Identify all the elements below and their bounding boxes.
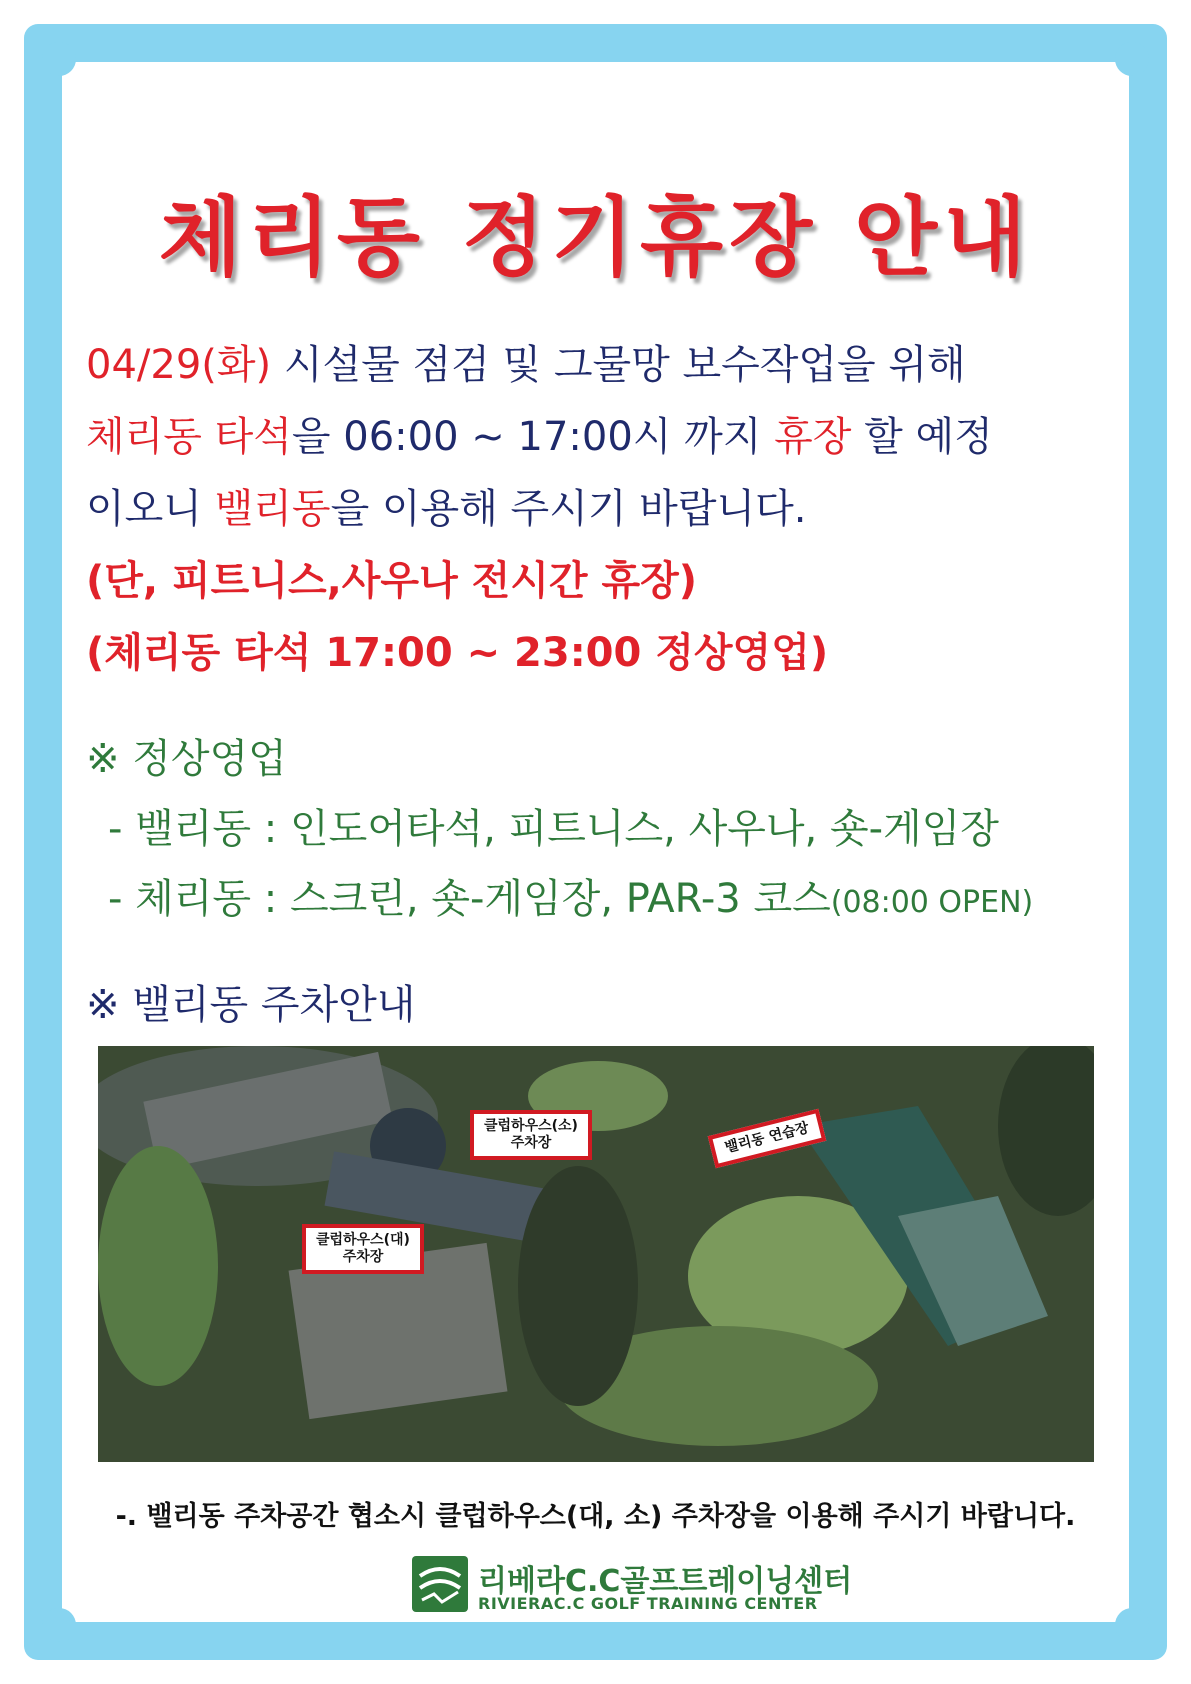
label-line: 클럽하우스(대) <box>316 1232 410 1248</box>
notice-text: 을 06:00 ~ 17:00시 까지 <box>291 414 775 460</box>
closed-facility: 체리동 타석 <box>86 414 292 460</box>
evening-hours-note: (체리동 타석 17:00 ~ 23:00 정상영업) <box>86 630 829 676</box>
closed-word: 휴장 <box>774 414 852 460</box>
notice-text: 시설물 점검 및 그물망 보수작업을 위해 <box>271 342 966 388</box>
brand-name-english: RIVIERAC.C GOLF TRAINING CENTER <box>478 1594 818 1613</box>
border-corner <box>42 1608 76 1642</box>
golf-logo-icon <box>412 1556 468 1612</box>
clubhouse-small-parking-label <box>470 1110 592 1160</box>
parking-caption: -. 밸리동 주차공간 협소시 클럽하우스(대, 소) 주차장을 이용해 주시기 바랍니다. <box>115 1501 1076 1532</box>
aerial-image <box>98 1046 1094 1462</box>
valley-facilities: - 밸리동 : 인도어타석, 피트니스, 사우나, 숏-게임장 <box>108 806 999 852</box>
closure-date: 04/29(화) <box>86 342 272 388</box>
border-corner <box>42 42 76 76</box>
page-title: 체리동 정기휴장 안내 <box>158 188 1033 288</box>
label-line: 클럽하우스(소) <box>484 1118 578 1134</box>
parking-heading: ※ 밸리동 주차안내 <box>86 982 416 1028</box>
notice-text: 할 예정 <box>851 414 993 460</box>
brand-name-korean: 리베라C.C골프트레이닝센터 <box>478 1564 853 1599</box>
alternate-facility: 밸리동 <box>214 486 331 532</box>
border-corner <box>1115 42 1149 76</box>
label-line: 주차장 <box>342 1248 384 1265</box>
label-line: 주차장 <box>510 1134 552 1151</box>
notice-line-1 <box>86 333 966 390</box>
border-corner <box>1115 1608 1149 1642</box>
cherry-facilities: - 체리동 : 스크린, 숏-게임장, PAR-3 코스 <box>108 876 831 922</box>
parking-map-photo <box>98 1046 1094 1462</box>
cherry-facilities-row <box>108 867 1033 924</box>
open-time-note: (08:00 OPEN) <box>830 885 1034 920</box>
notice-text: 을 이용해 주시기 바랍니다. <box>330 486 807 532</box>
notice-line-3 <box>86 477 806 534</box>
notice-line-2 <box>86 405 993 462</box>
fitness-sauna-note: (단, 피트니스,사우나 전시간 휴장) <box>86 558 698 604</box>
normal-ops-heading: ※ 정상영업 <box>86 736 287 782</box>
clubhouse-large-parking-label <box>302 1224 424 1274</box>
valley-range-label: 밸리동 연습장 <box>708 1109 827 1168</box>
notice-text: 이오니 <box>86 486 215 532</box>
